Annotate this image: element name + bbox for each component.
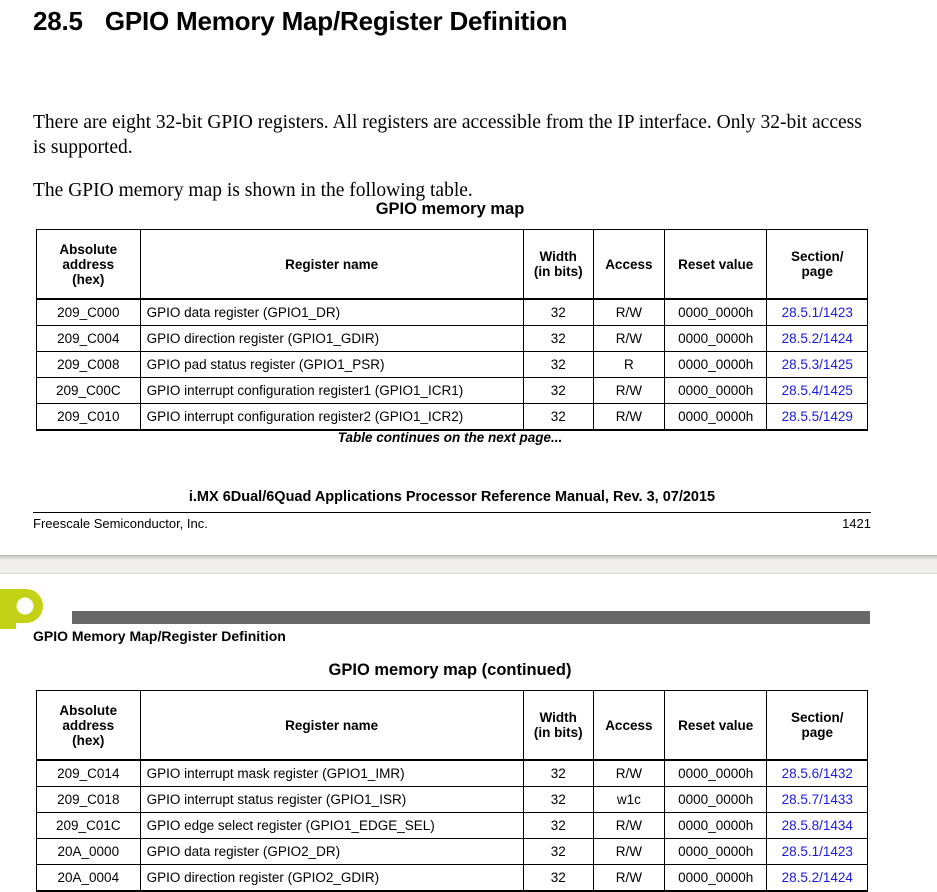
cell-access: w1c	[593, 787, 664, 813]
cell-access: R/W	[593, 404, 664, 431]
section-page-link[interactable]: 28.5.3/1425	[781, 357, 853, 372]
table-one-body	[37, 299, 868, 430]
cell-access: R/W	[593, 760, 664, 787]
cell-register-name: GPIO direction register (GPIO1_GDIR)	[140, 326, 523, 352]
column-header-access: Access	[593, 230, 664, 300]
section-page-link[interactable]: 28.5.2/1424	[781, 331, 853, 346]
section-page-link[interactable]: 28.5.5/1429	[781, 409, 853, 424]
footer-page-number: 1421	[842, 516, 871, 531]
cell-width: 32	[523, 865, 593, 892]
column-header-access: Access	[593, 691, 664, 761]
page-separator	[0, 555, 937, 574]
section-page-link[interactable]: 28.5.4/1425	[781, 383, 853, 398]
cell-width: 32	[523, 404, 593, 431]
table-header-row	[37, 230, 868, 300]
section-number: 28.5	[33, 6, 83, 36]
cell-reset-value: 0000_0000h	[664, 865, 767, 892]
cell-reset-value: 0000_0000h	[664, 813, 767, 839]
cell-width: 32	[523, 760, 593, 787]
cell-absolute-address: 209_C014	[37, 760, 141, 787]
section-page-link[interactable]: 28.5.8/1434	[781, 818, 853, 833]
page-separator-shadow	[0, 556, 937, 560]
section-page-link[interactable]: 28.5.1/1423	[781, 844, 853, 859]
column-header-section-page: Section/ page	[767, 230, 868, 300]
section-heading	[33, 6, 567, 37]
table-row	[37, 787, 868, 813]
intro-paragraph-2: The GPIO memory map is shown in the following table.	[33, 179, 473, 201]
table-header-row	[37, 691, 868, 761]
cell-section-page[interactable]	[767, 787, 868, 813]
intro-paragraph-1: There are eight 32-bit GPIO registers. All registers are accessible from the IP interface. Only 32-bit access is supported.	[33, 111, 862, 158]
cell-section-page[interactable]	[767, 326, 868, 352]
cell-reset-value: 0000_0000h	[664, 378, 767, 404]
cell-width: 32	[523, 352, 593, 378]
cell-section-page[interactable]	[767, 378, 868, 404]
table-row	[37, 352, 868, 378]
cell-register-name: GPIO interrupt mask register (GPIO1_IMR)	[140, 760, 523, 787]
section-page-link[interactable]: 28.5.6/1432	[781, 766, 853, 781]
header-bar	[72, 611, 870, 624]
cell-access: R/W	[593, 378, 664, 404]
column-header-register-name: Register name	[140, 691, 523, 761]
cell-absolute-address: 20A_0000	[37, 839, 141, 865]
cell-access: R/W	[593, 326, 664, 352]
cell-absolute-address: 209_C004	[37, 326, 141, 352]
cell-reset-value: 0000_0000h	[664, 839, 767, 865]
cell-absolute-address: 209_C018	[37, 787, 141, 813]
table-row	[37, 865, 868, 892]
column-header-reset-value: Reset value	[664, 230, 767, 300]
cell-reset-value: 0000_0000h	[664, 352, 767, 378]
column-header-address: Absolute address (hex)	[37, 230, 141, 300]
cell-absolute-address: 209_C008	[37, 352, 141, 378]
cell-reset-value: 0000_0000h	[664, 760, 767, 787]
table-row	[37, 839, 868, 865]
gpio-memory-map-table-2	[36, 690, 868, 892]
table-row	[37, 326, 868, 352]
cell-width: 32	[523, 326, 593, 352]
cell-width: 32	[523, 378, 593, 404]
column-header-address: Absolute address (hex)	[37, 691, 141, 761]
footer-manual-title: i.MX 6Dual/6Quad Applications Processor Reference Manual, Rev. 3, 07/2015	[188, 489, 716, 505]
table-row	[37, 760, 868, 787]
cell-section-page[interactable]	[767, 299, 868, 326]
section-page-link[interactable]: 28.5.2/1424	[781, 870, 853, 885]
cell-register-name: GPIO data register (GPIO2_DR)	[140, 839, 523, 865]
cell-register-name: GPIO pad status register (GPIO1_PSR)	[140, 352, 523, 378]
gpio-memory-map-table-1	[36, 229, 868, 431]
cell-width: 32	[523, 299, 593, 326]
cell-access: R/W	[593, 839, 664, 865]
cell-section-page[interactable]	[767, 813, 868, 839]
section-page-link[interactable]: 28.5.7/1433	[781, 792, 853, 807]
table-continues-note: Table continues on the next page...	[337, 430, 563, 445]
table-row	[37, 378, 868, 404]
cell-reset-value: 0000_0000h	[664, 326, 767, 352]
cell-register-name: GPIO interrupt configuration register1 (GPIO1_ICR1)	[140, 378, 523, 404]
table-two-body	[37, 760, 868, 891]
column-header-section-page: Section/ page	[767, 691, 868, 761]
cell-section-page[interactable]	[767, 404, 868, 431]
cell-access: R/W	[593, 299, 664, 326]
cell-register-name: GPIO interrupt configuration register2 (GPIO1_ICR2)	[140, 404, 523, 431]
table-row	[37, 404, 868, 431]
cell-absolute-address: 209_C00C	[37, 378, 141, 404]
cell-register-name: GPIO interrupt status register (GPIO1_ISR)	[140, 787, 523, 813]
cell-reset-value: 0000_0000h	[664, 787, 767, 813]
document-page-2	[0, 574, 937, 885]
section-page-link[interactable]: 28.5.1/1423	[781, 305, 853, 320]
column-header-register-name: Register name	[140, 230, 523, 300]
cell-absolute-address: 20A_0004	[37, 865, 141, 892]
cell-width: 32	[523, 787, 593, 813]
cell-absolute-address: 209_C01C	[37, 813, 141, 839]
cell-register-name: GPIO direction register (GPIO2_GDIR)	[140, 865, 523, 892]
cell-reset-value: 0000_0000h	[664, 404, 767, 431]
section-title: GPIO Memory Map/Register Definition	[104, 6, 568, 36]
cell-absolute-address: 209_C000	[37, 299, 141, 326]
column-header-reset-value: Reset value	[664, 691, 767, 761]
cell-access: R/W	[593, 813, 664, 839]
cell-width: 32	[523, 813, 593, 839]
column-header-width: Width (in bits)	[523, 691, 593, 761]
cell-section-page[interactable]	[767, 865, 868, 892]
column-header-width: Width (in bits)	[523, 230, 593, 300]
cell-reset-value: 0000_0000h	[664, 299, 767, 326]
cell-absolute-address: 209_C010	[37, 404, 141, 431]
table-row	[37, 299, 868, 326]
cell-section-page[interactable]	[767, 352, 868, 378]
footer-divider	[33, 512, 871, 513]
cell-register-name: GPIO data register (GPIO1_DR)	[140, 299, 523, 326]
cell-register-name: GPIO edge select register (GPIO1_EDGE_SEL)	[140, 813, 523, 839]
table-two-caption: GPIO memory map (continued)	[328, 661, 572, 679]
cell-access: R/W	[593, 865, 664, 892]
footer-company: Freescale Semiconductor, Inc.	[33, 516, 208, 531]
cell-access: R	[593, 352, 664, 378]
table-row	[37, 813, 868, 839]
running-header: GPIO Memory Map/Register Definition	[33, 628, 286, 644]
cell-width: 32	[523, 839, 593, 865]
table-one-caption: GPIO memory map	[375, 200, 525, 218]
nxp-logo	[0, 585, 60, 633]
cell-section-page[interactable]	[767, 839, 868, 865]
cell-section-page[interactable]	[767, 760, 868, 787]
